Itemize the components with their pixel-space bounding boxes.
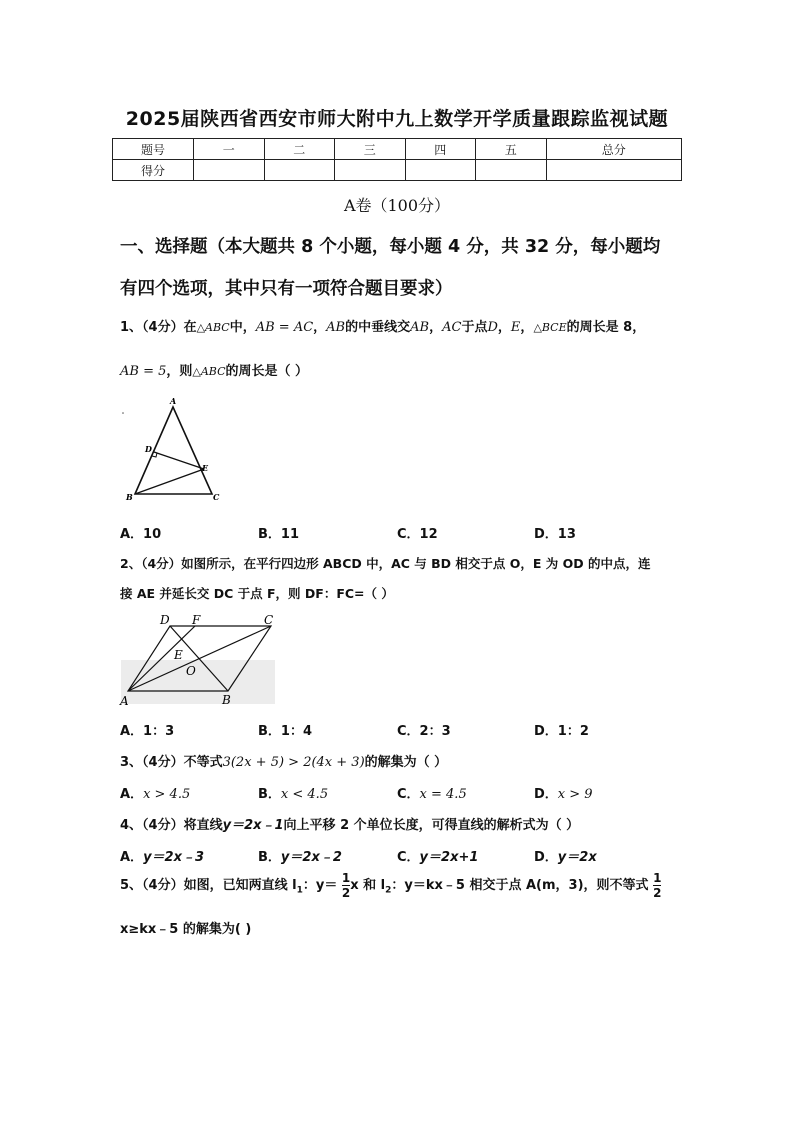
q4-option-label: B． (258, 850, 281, 865)
q3-text: 的解集为（ ） (364, 755, 448, 770)
q2-fig-label-f: F (192, 613, 201, 627)
q1-math: AB (326, 320, 346, 335)
q5-text: ：y＝ (302, 878, 338, 893)
section-a-title: A卷（100分） (343, 196, 451, 215)
score-header-cell: 二 (264, 139, 335, 160)
q2-option-a[interactable]: A．1：3 (120, 724, 175, 739)
q2-fig-label-o: O (186, 664, 196, 678)
q1-option-c[interactable]: C．12 (397, 527, 438, 542)
q3-option-label: A． (120, 787, 144, 802)
q1-option-d[interactable]: D．13 (534, 527, 576, 542)
q5-fraction-denominator: 2 (653, 886, 662, 900)
q5-line2: x≥kx﹣5 的解集为( ) (120, 922, 252, 937)
score-cell (194, 160, 265, 181)
q1-text: ， (520, 320, 534, 335)
score-table (112, 138, 682, 181)
q5-line1 (120, 872, 680, 899)
q5-subscript: 2 (385, 885, 392, 896)
q2-line2: 接 AE 并延长交 DC 于点 F，则 DF：FC=（ ） (120, 586, 394, 601)
q3-option-label: B． (258, 787, 281, 802)
q3-option-expr: x > 4.5 (143, 787, 191, 802)
q5-fraction-denominator: 2 (341, 886, 351, 900)
q4-option-label: A． (120, 850, 144, 865)
q1-text: ， (313, 320, 327, 335)
q4-option-a[interactable] (120, 846, 204, 865)
q1-fig-label-e: E (202, 463, 209, 473)
q5-fraction-numerator: 1 (653, 871, 662, 885)
q1-line2 (120, 360, 680, 379)
q4-option-c[interactable] (397, 846, 478, 865)
q4-text: 4、（4分）将直线 (120, 818, 223, 833)
q1-line1 (120, 316, 680, 335)
q1-fig-label-d: D (145, 444, 152, 454)
q3-option-b[interactable] (258, 783, 328, 802)
score-table-score-row (113, 160, 682, 181)
q2-option-b[interactable]: B．1：4 (258, 724, 312, 739)
score-table-header-row (113, 139, 682, 160)
score-header-cell: 五 (476, 139, 547, 160)
q1-fig-label-a: A (170, 396, 177, 406)
score-header-cell: 四 (405, 139, 476, 160)
q4-option-b[interactable] (258, 846, 342, 865)
score-cell (476, 160, 547, 181)
q1-text: 的中垂线交 (345, 320, 411, 335)
q2-fig-label-b: B (222, 693, 231, 707)
q4-option-label: C． (397, 850, 420, 865)
q3-line (120, 751, 680, 770)
exam-title: 2025届陕西省西安市师大附中九上数学开学质量跟踪监视试题 (125, 108, 669, 130)
q2-option-d[interactable]: D．1：2 (534, 724, 589, 739)
q1-fig-label-c: C (213, 492, 220, 502)
score-header-cell: 一 (194, 139, 265, 160)
score-header-cell: 题号 (113, 139, 194, 160)
q1-option-b[interactable]: B．11 (258, 527, 299, 542)
q1-triangle-figure (118, 396, 228, 506)
q1-math: AC (442, 320, 462, 335)
q4-option-d[interactable] (534, 846, 597, 865)
q4-option-expr: y＝2x﹣3 (143, 850, 205, 865)
part1-heading-line1: 一、选择题（本大题共 8 个小题，每小题 4 分，共 32 分，每小题均 (120, 237, 661, 257)
q1-text: ， (497, 320, 511, 335)
q5-text: x 和 l (350, 878, 386, 893)
q4-text: 向上平移 2 个单位长度，可得直线的解析式为（ ） (283, 818, 580, 833)
q1-math: AB = 5 (120, 364, 167, 379)
q3-option-expr: x > 9 (557, 787, 593, 802)
q2-fig-label-a: A (120, 694, 129, 708)
q1-text: ，则 (166, 364, 193, 379)
q3-option-d[interactable] (534, 783, 593, 802)
q5-fraction-numerator: 1 (341, 871, 351, 885)
q1-text: 的周长是 8， (566, 320, 646, 335)
q1-math: AB = AC (255, 320, 314, 335)
score-cell (405, 160, 476, 181)
q1-text: 中， (229, 320, 256, 335)
score-row-label: 得分 (113, 160, 194, 181)
part1-heading-line2: 有四个选项，其中只有一项符合题目要求） (120, 279, 453, 299)
q5-text: ：y＝kx﹣5 相交于点 A(m，3)，则不等式 (391, 878, 649, 893)
q3-inequality: 3(2x + 5) > 2(4x + 3) (222, 755, 365, 770)
q5-fraction (653, 872, 661, 899)
q1-text: 1、（4分）在 (120, 320, 197, 335)
q5-subscript: 1 (296, 885, 303, 896)
score-cell (335, 160, 406, 181)
q3-option-label: D． (534, 787, 558, 802)
q3-option-expr: x = 4.5 (419, 787, 467, 802)
q2-parallelogram-figure (118, 612, 280, 708)
q2-fig-label-c: C (264, 613, 274, 627)
q4-expression: y＝2x﹣1 (222, 818, 284, 833)
q1-math: AB (410, 320, 430, 335)
q3-option-a[interactable] (120, 783, 190, 802)
q4-option-expr: y＝2x﹣2 (280, 850, 342, 865)
score-header-cell: 三 (335, 139, 406, 160)
q3-text: 3、（4分）不等式 (120, 755, 223, 770)
q3-option-label: C． (397, 787, 420, 802)
score-cell (264, 160, 335, 181)
q1-math: △ABC (196, 321, 230, 334)
q4-option-expr: y＝2x+1 (419, 850, 479, 865)
q1-math: △BCE (533, 321, 567, 334)
q2-fig-label-d: D (160, 613, 170, 627)
q1-math: D (487, 320, 498, 335)
q2-fig-label-e: E (174, 648, 183, 662)
q1-fig-label-b: B (126, 492, 133, 502)
q5-text: 5、（4分）如图，已知两直线 l (120, 878, 297, 893)
q4-line (120, 814, 680, 833)
q1-text: 于点 (461, 320, 488, 335)
q2-line1: 2、（4分）如图所示，在平行四边形 ABCD 中，AC 与 BD 相交于点 O，E 为 OD 的中点，连 (120, 556, 651, 571)
score-header-cell: 总分 (546, 139, 682, 160)
q3-option-c[interactable] (397, 783, 467, 802)
score-cell (546, 160, 682, 181)
q3-option-expr: x < 4.5 (280, 787, 329, 802)
q4-option-expr: y＝2x (557, 850, 597, 865)
q1-option-a[interactable]: A．10 (120, 527, 162, 542)
q1-text: ， (429, 320, 443, 335)
q1-text: 的周长是（ ） (225, 364, 309, 379)
q1-math: E (510, 320, 521, 335)
q4-option-label: D． (534, 850, 558, 865)
q2-option-c[interactable]: C．2：3 (397, 724, 451, 739)
q5-fraction (342, 872, 350, 899)
q1-math: △ABC (192, 365, 226, 378)
